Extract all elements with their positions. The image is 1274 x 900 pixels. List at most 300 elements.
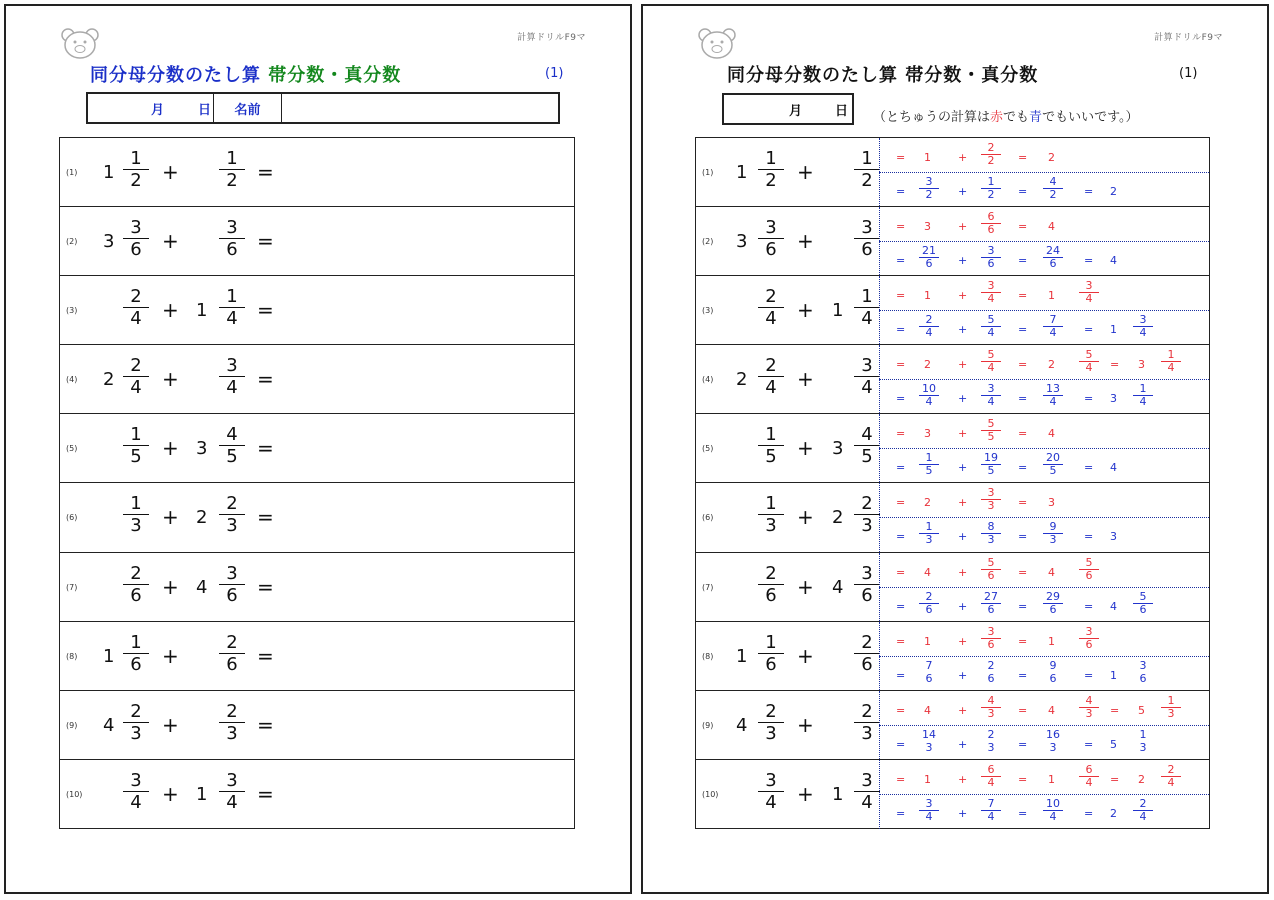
- numerator: 2: [861, 493, 873, 515]
- solution-token: +: [958, 289, 968, 303]
- solution-fraction: [918, 383, 940, 408]
- denominator: 5: [765, 446, 777, 468]
- solution-denominator: 4: [1085, 775, 1093, 789]
- whole-number: 3: [736, 231, 748, 253]
- solution-token: =: [1018, 806, 1028, 820]
- solution-token: 4: [1048, 565, 1055, 579]
- divider-horizontal: [879, 725, 1209, 726]
- solution-token: =: [896, 392, 906, 406]
- solution-numerator: 5: [987, 348, 995, 362]
- solution-fraction: [1132, 314, 1154, 339]
- solution-denominator: 2: [987, 154, 995, 167]
- solution-numerator: 7: [925, 658, 933, 672]
- solution-numerator: 1: [1139, 382, 1147, 396]
- solution-denominator: 4: [1139, 326, 1147, 340]
- solution-fraction: [980, 487, 1002, 512]
- fraction-b: [220, 563, 244, 606]
- problem-row: [60, 345, 574, 414]
- solution-numerator: 10: [1046, 796, 1060, 810]
- solution-numerator: 4: [987, 693, 995, 707]
- solution-token: =: [896, 323, 906, 337]
- solution-denominator: 5: [987, 430, 995, 444]
- plus-sign: +: [797, 436, 814, 461]
- solution-fraction: [1078, 764, 1100, 789]
- numerator: 2: [130, 562, 142, 584]
- solution-token: =: [1084, 392, 1094, 406]
- solution-numerator: 5: [987, 555, 995, 569]
- numerator: 1: [130, 493, 142, 515]
- numerator: 3: [861, 217, 873, 239]
- solution-fraction: [980, 764, 1002, 789]
- equals-sign: =: [257, 298, 274, 323]
- solution-token: =: [1084, 737, 1094, 751]
- solution-numerator: 4: [1085, 693, 1093, 707]
- plus-sign: +: [162, 436, 179, 461]
- plus-sign: +: [162, 229, 179, 254]
- plus-sign: +: [162, 160, 179, 184]
- solution-numerator: 4: [1049, 175, 1057, 188]
- solution-denominator: 6: [987, 568, 995, 582]
- solution-token: +: [958, 220, 968, 234]
- answer-row: [696, 622, 1209, 691]
- equals-sign: =: [257, 160, 274, 184]
- solution-denominator: 4: [1085, 292, 1093, 306]
- solution-denominator: 4: [987, 326, 995, 340]
- solution-fraction: [1078, 695, 1100, 720]
- denominator: 6: [226, 653, 238, 675]
- answer-row: [696, 553, 1209, 622]
- solution-denominator: 3: [1139, 740, 1147, 754]
- solution-fraction: [1132, 798, 1154, 823]
- numerator: 2: [765, 562, 777, 584]
- fraction-a: [759, 355, 783, 398]
- answer-row: [696, 483, 1209, 552]
- solution-numerator: 1: [1167, 693, 1175, 707]
- solution-token: +: [958, 358, 968, 372]
- worksheet-left: [4, 4, 632, 894]
- instruction-note: [873, 106, 1139, 125]
- numerator: 3: [226, 355, 238, 377]
- problem-number: (4): [702, 375, 714, 385]
- equals-sign: =: [257, 574, 274, 599]
- solution-denominator: 3: [925, 740, 933, 754]
- solution-fraction: [1042, 383, 1064, 408]
- solution-fraction: [1078, 626, 1100, 651]
- whole-number: 4: [103, 714, 115, 736]
- denominator: 3: [765, 515, 777, 537]
- solution-denominator: 4: [1167, 361, 1175, 375]
- solution-token: =: [1084, 254, 1094, 268]
- denominator: 6: [226, 584, 238, 606]
- solution-token: 5: [1138, 703, 1145, 717]
- numerator: 1: [861, 148, 873, 169]
- solution-token: =: [1084, 185, 1094, 198]
- solution-numerator: 19: [984, 451, 998, 465]
- solution-denominator: 6: [1139, 602, 1147, 616]
- equals-sign: =: [257, 229, 274, 254]
- solution-denominator: 6: [1049, 671, 1057, 685]
- whole-number: 2: [196, 507, 208, 529]
- solution-token: =: [1018, 599, 1028, 613]
- numerator: 1: [130, 424, 142, 446]
- fraction-b: [855, 355, 879, 398]
- brand-label: 計算ドリルF9マ: [1154, 33, 1223, 43]
- numerator: 1: [130, 631, 142, 653]
- solution-numerator: 2: [987, 141, 995, 154]
- denominator: 4: [861, 791, 873, 813]
- solution-numerator: 8: [987, 520, 995, 534]
- solution-token: =: [896, 151, 906, 164]
- fraction-a: [124, 355, 148, 398]
- fraction-a: [759, 493, 783, 536]
- whole-number: 4: [196, 576, 208, 598]
- answer-row: [696, 760, 1209, 829]
- denominator: 6: [130, 239, 142, 261]
- plus-sign: +: [797, 712, 814, 737]
- denominator: 6: [765, 584, 777, 606]
- problem-row: [60, 622, 574, 691]
- solution-numerator: 6: [987, 762, 995, 776]
- plus-sign: +: [797, 643, 814, 668]
- solution-token: =: [896, 461, 906, 475]
- solution-token: +: [958, 806, 968, 820]
- solution-numerator: 6: [1085, 762, 1093, 776]
- solution-token: 4: [1048, 427, 1055, 441]
- solution-token: =: [1084, 461, 1094, 475]
- solution-token: 2: [1110, 185, 1117, 198]
- plus-sign: +: [162, 781, 179, 806]
- plus-sign: +: [162, 367, 179, 392]
- solution-fraction: [980, 626, 1002, 651]
- solution-numerator: 2: [925, 589, 933, 603]
- solution-token: =: [1018, 703, 1028, 717]
- solution-token: +: [958, 427, 968, 441]
- answer-row: [696, 138, 1209, 207]
- solution-fraction: [1078, 557, 1100, 582]
- solution-numerator: 3: [925, 796, 933, 810]
- solution-numerator: 3: [925, 175, 933, 188]
- whole-number: 1: [196, 300, 208, 322]
- problem-number: (6): [702, 513, 714, 523]
- solution-fraction: [918, 314, 940, 339]
- problem-row: [60, 276, 574, 345]
- solution-fraction: [1042, 729, 1064, 754]
- solution-token: =: [896, 806, 906, 820]
- solution-token: +: [958, 323, 968, 337]
- solution-token: =: [896, 496, 906, 510]
- solution-denominator: 4: [987, 809, 995, 823]
- solution-token: +: [958, 392, 968, 406]
- name-field[interactable]: [282, 94, 558, 122]
- solution-fraction: [1160, 695, 1182, 720]
- denominator: 3: [226, 722, 238, 744]
- numerator: 1: [765, 148, 777, 169]
- denominator: 6: [130, 584, 142, 606]
- solution-token: =: [1110, 772, 1120, 786]
- solution-fraction: [1132, 660, 1154, 685]
- divider-horizontal: [879, 656, 1209, 657]
- fraction-a: [759, 563, 783, 606]
- answer-row: [696, 414, 1209, 483]
- denominator: 4: [130, 791, 142, 813]
- solution-token: =: [1084, 668, 1094, 682]
- solution-fraction: [980, 314, 1002, 339]
- problem-number: (2): [66, 237, 78, 247]
- whole-number: 4: [736, 714, 748, 736]
- fraction-b: [855, 217, 879, 260]
- solution-token: =: [1018, 185, 1028, 198]
- denominator: 4: [765, 791, 777, 813]
- fraction-b: [855, 701, 879, 744]
- solution-numerator: 2: [925, 313, 933, 327]
- denominator: 2: [226, 170, 238, 191]
- numerator: 3: [130, 217, 142, 239]
- plus-sign: +: [797, 229, 814, 254]
- solution-token: =: [1018, 323, 1028, 337]
- denominator: 3: [130, 722, 142, 744]
- solution-denominator: 3: [987, 740, 995, 754]
- solution-token: 3: [1110, 392, 1117, 406]
- solution-numerator: 5: [987, 417, 995, 431]
- solution-numerator: 16: [1046, 727, 1060, 741]
- denominator: 4: [861, 308, 873, 330]
- divider-horizontal: [879, 379, 1209, 380]
- solution-denominator: 6: [987, 257, 995, 271]
- solution-token: +: [958, 599, 968, 613]
- solution-fraction: [980, 280, 1002, 305]
- equals-sign: =: [257, 436, 274, 461]
- date-name-box: [86, 92, 560, 124]
- solution-denominator: 6: [1085, 637, 1093, 651]
- solution-fraction: [1160, 349, 1182, 374]
- solution-numerator: 5: [1085, 348, 1093, 362]
- denominator: 3: [226, 515, 238, 537]
- solution-token: 3: [1110, 530, 1117, 544]
- page-number: (1): [1179, 66, 1198, 81]
- denominator: 6: [765, 239, 777, 261]
- solution-token: =: [1018, 737, 1028, 751]
- solution-numerator: 1: [925, 451, 933, 465]
- solution-numerator: 3: [987, 624, 995, 638]
- whole-number: 1: [832, 783, 844, 805]
- solution-numerator: 7: [987, 796, 995, 810]
- numerator: 2: [130, 700, 142, 722]
- fraction-b: [855, 286, 879, 329]
- solution-numerator: 21: [922, 244, 936, 258]
- problem-grid-left: [59, 137, 575, 829]
- denominator: 3: [130, 515, 142, 537]
- solution-denominator: 2: [987, 188, 995, 201]
- problem-number: (8): [66, 651, 78, 661]
- divider-horizontal: [879, 587, 1209, 588]
- fraction-a: [759, 424, 783, 467]
- denominator: 2: [130, 170, 142, 191]
- title-sub: 帯分数・真分数: [905, 65, 1039, 86]
- denominator: 4: [861, 377, 873, 399]
- day-label: 日: [834, 103, 848, 119]
- solution-token: =: [896, 358, 906, 372]
- solution-fraction: [980, 521, 1002, 546]
- solution-token: 2: [924, 496, 931, 510]
- note-text: でも: [1003, 110, 1030, 125]
- solution-denominator: 5: [925, 464, 933, 478]
- fraction-b: [220, 770, 244, 813]
- problem-number: (2): [702, 237, 714, 247]
- solution-denominator: 6: [987, 671, 995, 685]
- date-box: [722, 93, 854, 125]
- solution-token: +: [958, 496, 968, 510]
- solution-denominator: 4: [1049, 326, 1057, 340]
- solution-numerator: 3: [987, 382, 995, 396]
- solution-token: =: [1084, 323, 1094, 337]
- fraction-b: [220, 286, 244, 329]
- solution-token: 1: [1048, 634, 1055, 648]
- problem-number: (5): [702, 444, 714, 454]
- numerator: 2: [861, 631, 873, 653]
- solution-token: 2: [924, 358, 931, 372]
- page-number: (1): [545, 66, 564, 81]
- title-sub: 帯分数・真分数: [268, 65, 402, 86]
- solution-denominator: 4: [1049, 395, 1057, 409]
- solution-numerator: 5: [987, 313, 995, 327]
- solution-fraction: [1042, 245, 1064, 270]
- solution-denominator: 6: [1049, 257, 1057, 271]
- solution-denominator: 3: [1167, 706, 1175, 720]
- denominator: 4: [226, 791, 238, 813]
- solution-fraction: [980, 557, 1002, 582]
- solution-numerator: 3: [987, 486, 995, 500]
- solution-denominator: 4: [925, 326, 933, 340]
- solution-token: 1: [1110, 323, 1117, 337]
- solution-fraction: [980, 695, 1002, 720]
- numerator: 1: [765, 424, 777, 446]
- solution-token: =: [1018, 289, 1028, 303]
- solution-fraction: [980, 349, 1002, 374]
- problem-number: (4): [66, 375, 78, 385]
- solution-numerator: 20: [1046, 451, 1060, 465]
- solution-denominator: 3: [1049, 533, 1057, 547]
- denominator: 6: [130, 653, 142, 675]
- page-title: [90, 61, 401, 87]
- solution-fraction: [1042, 314, 1064, 339]
- numerator: 2: [226, 493, 238, 515]
- problem-row: [60, 483, 574, 552]
- numerator: 3: [226, 769, 238, 791]
- solution-token: =: [1018, 530, 1028, 544]
- solution-fraction: [980, 798, 1002, 823]
- equals-sign: =: [257, 505, 274, 530]
- solution-token: =: [896, 427, 906, 441]
- divider-horizontal: [879, 448, 1209, 449]
- problem-number: (1): [66, 168, 78, 177]
- denominator: 5: [130, 446, 142, 468]
- fraction-a: [124, 701, 148, 744]
- solution-denominator: 4: [987, 361, 995, 375]
- numerator: 2: [765, 286, 777, 308]
- solution-numerator: 6: [987, 210, 995, 224]
- solution-fraction: [980, 660, 1002, 685]
- solution-denominator: 3: [987, 706, 995, 720]
- denominator: 4: [130, 308, 142, 330]
- month-label: 月: [150, 102, 164, 118]
- solution-token: =: [1018, 461, 1028, 475]
- fraction-b: [220, 217, 244, 260]
- whole-number: 2: [832, 507, 844, 529]
- whole-number: 1: [736, 645, 748, 667]
- brand-label: 計算ドリルF9マ: [517, 33, 586, 43]
- numerator: 4: [861, 424, 873, 446]
- solution-fraction: [980, 452, 1002, 477]
- divider-horizontal: [879, 794, 1209, 795]
- solution-numerator: 29: [1046, 589, 1060, 603]
- solution-fraction: [1078, 349, 1100, 374]
- solution-token: 1: [924, 772, 931, 786]
- solution-fraction: [980, 176, 1002, 201]
- page-title: [727, 61, 1038, 87]
- fraction-a: [124, 632, 148, 675]
- solution-token: 2: [1138, 772, 1145, 786]
- solution-denominator: 4: [987, 775, 995, 789]
- solution-token: =: [896, 220, 906, 234]
- numerator: 3: [226, 217, 238, 239]
- problem-row: [60, 553, 574, 622]
- plus-sign: +: [797, 505, 814, 530]
- solution-denominator: 6: [925, 602, 933, 616]
- solution-fraction: [980, 245, 1002, 270]
- solution-token: 1: [1048, 772, 1055, 786]
- solution-token: =: [896, 530, 906, 544]
- numerator: 3: [861, 769, 873, 791]
- solution-token: 4: [924, 565, 931, 579]
- divider-horizontal: [879, 310, 1209, 311]
- equals-sign: =: [257, 367, 274, 392]
- denominator: 4: [226, 377, 238, 399]
- denominator: 6: [861, 239, 873, 261]
- solution-fraction: [918, 798, 940, 823]
- solution-denominator: 4: [1139, 809, 1147, 823]
- numerator: 1: [765, 493, 777, 515]
- fraction-a: [759, 217, 783, 260]
- whole-number: 3: [196, 438, 208, 460]
- solution-denominator: 4: [925, 395, 933, 409]
- numerator: 1: [765, 631, 777, 653]
- solution-token: =: [896, 185, 906, 198]
- solution-token: +: [958, 565, 968, 579]
- solution-numerator: 3: [987, 279, 995, 293]
- whole-number: 1: [196, 783, 208, 805]
- solution-numerator: 13: [1046, 382, 1060, 396]
- fraction-a: [759, 701, 783, 744]
- solution-token: =: [896, 634, 906, 648]
- numerator: 3: [226, 562, 238, 584]
- solution-denominator: 2: [1049, 188, 1057, 201]
- solution-numerator: 1: [987, 175, 995, 188]
- numerator: 2: [226, 700, 238, 722]
- solution-fraction: [918, 660, 940, 685]
- numerator: 3: [861, 355, 873, 377]
- problem-number: (10): [66, 789, 83, 799]
- plus-sign: +: [162, 643, 179, 668]
- solution-token: 2: [1110, 806, 1117, 820]
- solution-token: 4: [1110, 599, 1117, 613]
- divider-horizontal: [879, 172, 1209, 173]
- solution-fraction: [918, 176, 940, 201]
- problem-number: (6): [66, 513, 78, 523]
- solution-token: =: [1018, 151, 1028, 164]
- solution-fraction: [980, 418, 1002, 443]
- bear-logo-icon: [695, 26, 739, 60]
- whole-number: 4: [832, 576, 844, 598]
